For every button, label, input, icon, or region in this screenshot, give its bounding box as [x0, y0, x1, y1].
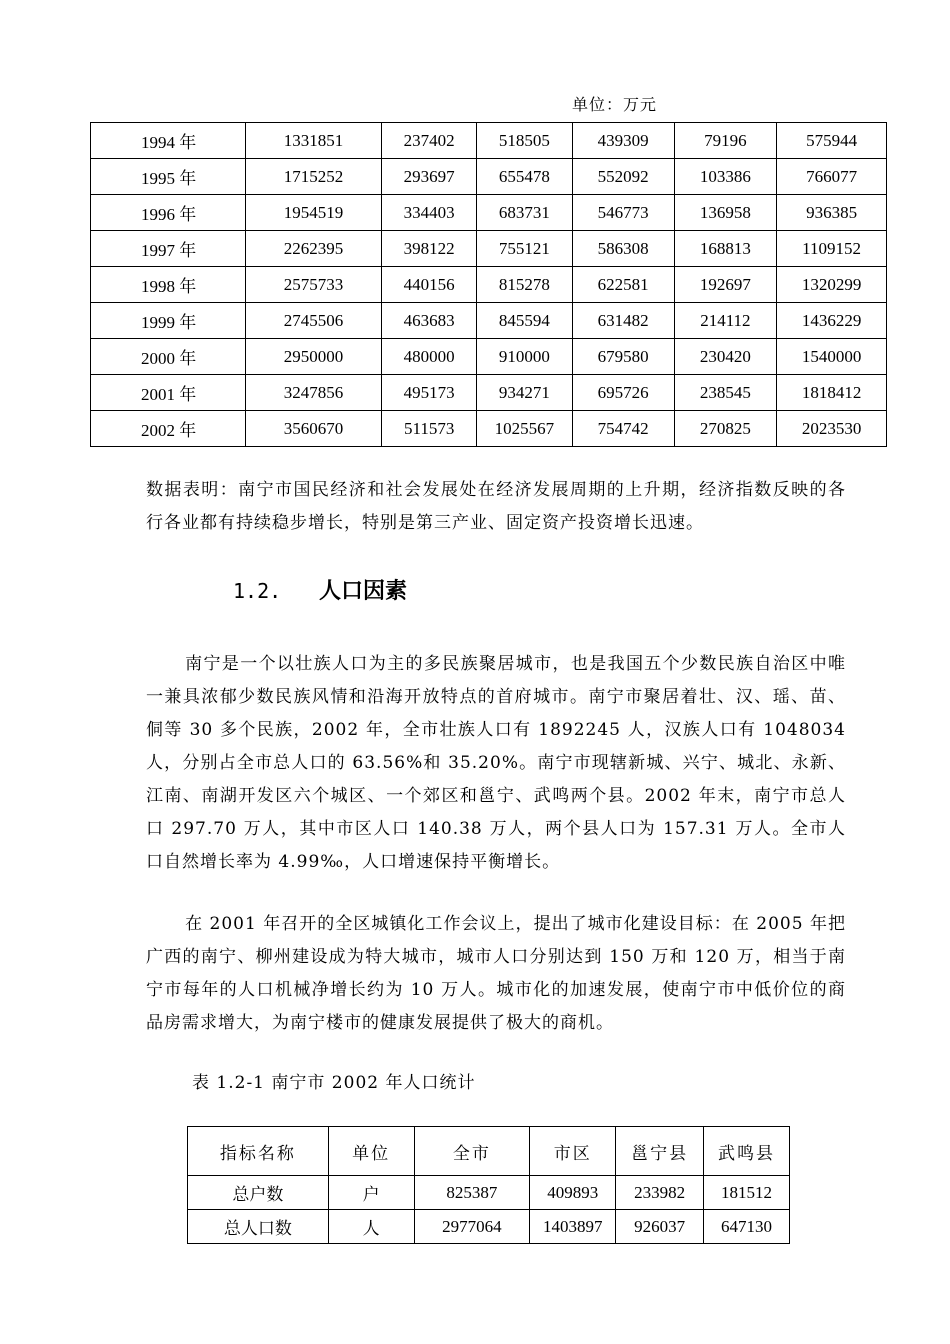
value-cell: 1954519	[245, 195, 382, 231]
data-note: 数据表明：南宁市国民经济和社会发展处在经济发展周期的上升期，经济指数反映的各行各业都有持续稳步增长，特别是第三产业、固定资产投资增长迅速。	[146, 480, 846, 533]
value-cell: 845594	[477, 303, 573, 339]
value-cell: 79196	[674, 123, 777, 159]
year-cell: 2002 年	[91, 411, 246, 447]
header-cell: 全市	[414, 1127, 530, 1176]
year-cell: 2001 年	[91, 375, 246, 411]
unit-note: 单位：万元	[572, 95, 658, 114]
value-cell: 270825	[674, 411, 777, 447]
table-row	[188, 1210, 790, 1244]
value-cell: 480000	[382, 339, 477, 375]
table-row	[91, 267, 887, 303]
value-cell: 334403	[382, 195, 477, 231]
value-cell: 192697	[674, 267, 777, 303]
population-table	[187, 1126, 790, 1244]
value-cell: 293697	[382, 159, 477, 195]
table-row	[91, 339, 887, 375]
value-cell: 2950000	[245, 339, 382, 375]
value-cell: 755121	[477, 231, 573, 267]
value-cell: 586308	[572, 231, 674, 267]
value-cell: 518505	[477, 123, 573, 159]
table-cell: 人	[328, 1210, 414, 1244]
table-cell: 409893	[530, 1176, 616, 1210]
header-cell: 邕宁县	[616, 1127, 704, 1176]
value-cell: 1109152	[777, 231, 887, 267]
year-cell: 2000 年	[91, 339, 246, 375]
value-cell: 622581	[572, 267, 674, 303]
value-cell: 1320299	[777, 267, 887, 303]
economy-data-table	[90, 122, 887, 447]
value-cell: 440156	[382, 267, 477, 303]
table-row	[91, 195, 887, 231]
value-cell: 2262395	[245, 231, 382, 267]
value-cell: 679580	[572, 339, 674, 375]
value-cell: 398122	[382, 231, 477, 267]
value-cell: 695726	[572, 375, 674, 411]
table-cell: 647130	[704, 1210, 790, 1244]
section-title: 人口因素	[319, 579, 408, 604]
table-cell: 2977064	[414, 1210, 530, 1244]
table-header-row	[188, 1127, 790, 1176]
section-heading	[233, 574, 407, 605]
table-row	[91, 159, 887, 195]
table-cell: 总人口数	[188, 1210, 329, 1244]
table-cell: 926037	[616, 1210, 704, 1244]
value-cell: 1436229	[777, 303, 887, 339]
value-cell: 655478	[477, 159, 573, 195]
value-cell: 439309	[572, 123, 674, 159]
table-row	[91, 231, 887, 267]
year-cell: 1995 年	[91, 159, 246, 195]
header-cell: 单位	[328, 1127, 414, 1176]
table-caption: 表 1.2-1 南宁市 2002 年人口统计	[192, 1073, 476, 1093]
table-row	[91, 303, 887, 339]
value-cell: 2023530	[777, 411, 887, 447]
table-row	[91, 123, 887, 159]
year-cell: 1999 年	[91, 303, 246, 339]
table-cell: 181512	[704, 1176, 790, 1210]
value-cell: 2745506	[245, 303, 382, 339]
value-cell: 238545	[674, 375, 777, 411]
table-cell: 825387	[414, 1176, 530, 1210]
header-cell: 市区	[530, 1127, 616, 1176]
value-cell: 1715252	[245, 159, 382, 195]
value-cell: 3560670	[245, 411, 382, 447]
table-cell: 233982	[616, 1176, 704, 1210]
paragraph-population: 南宁是一个以壮族人口为主的多民族聚居城市，也是我国五个少数民族自治区中唯一兼具浓郁少数民族风情和沿海开放特点的首府城市。南宁市聚居着壮、汉、瑶、苗、侗等 30 多个民族，2002 年，全市壮族人口有 1892245 人，汉族人口有 1048034 人，分别占全市总人口的 63.56%和 35.20%。南宁市现辖新城、兴宁、城北、永新、江南、南湖开发区六个城区、一个郊区和邕宁、武鸣两个县。2002 年末，南宁市总人口 297.70 万人，其中市区人口 140.38 万人，两个县人口为 157.31 万人。全市人口自然增长率为 4.99‰，人口增速保持平衡增长。	[146, 654, 846, 872]
value-cell: 168813	[674, 231, 777, 267]
value-cell: 575944	[777, 123, 887, 159]
year-cell: 1997 年	[91, 231, 246, 267]
header-cell: 武鸣县	[704, 1127, 790, 1176]
value-cell: 934271	[477, 375, 573, 411]
value-cell: 511573	[382, 411, 477, 447]
value-cell: 495173	[382, 375, 477, 411]
value-cell: 230420	[674, 339, 777, 375]
value-cell: 1818412	[777, 375, 887, 411]
table-row	[188, 1176, 790, 1210]
value-cell: 103386	[674, 159, 777, 195]
table-row	[91, 375, 887, 411]
value-cell: 3247856	[245, 375, 382, 411]
value-cell: 237402	[382, 123, 477, 159]
value-cell: 136958	[674, 195, 777, 231]
value-cell: 683731	[477, 195, 573, 231]
value-cell: 815278	[477, 267, 573, 303]
year-cell: 1994 年	[91, 123, 246, 159]
year-cell: 1998 年	[91, 267, 246, 303]
value-cell: 936385	[777, 195, 887, 231]
value-cell: 766077	[777, 159, 887, 195]
section-number: 1.2.	[233, 579, 282, 603]
value-cell: 2575733	[245, 267, 382, 303]
value-cell: 214112	[674, 303, 777, 339]
value-cell: 910000	[477, 339, 573, 375]
value-cell: 754742	[572, 411, 674, 447]
value-cell: 552092	[572, 159, 674, 195]
table-cell: 总户数	[188, 1176, 329, 1210]
value-cell: 631482	[572, 303, 674, 339]
value-cell: 463683	[382, 303, 477, 339]
paragraph-urbanization: 在 2001 年召开的全区城镇化工作会议上，提出了城市化建设目标：在 2005 年把广西的南宁、柳州建设成为特大城市，城市人口分别达到 150 万和 120 万，相当于南宁市每年的人口机械净增长约为 10 万人。城市化的加速发展，使南宁市中低价位的商品房需求增大，为南宁楼市的健康发展提供了极大的商机。	[146, 914, 846, 1033]
year-cell: 1996 年	[91, 195, 246, 231]
table-cell: 1403897	[530, 1210, 616, 1244]
value-cell: 1025567	[477, 411, 573, 447]
header-cell: 指标名称	[188, 1127, 329, 1176]
value-cell: 1331851	[245, 123, 382, 159]
table-cell: 户	[328, 1176, 414, 1210]
value-cell: 1540000	[777, 339, 887, 375]
table-row	[91, 411, 887, 447]
value-cell: 546773	[572, 195, 674, 231]
